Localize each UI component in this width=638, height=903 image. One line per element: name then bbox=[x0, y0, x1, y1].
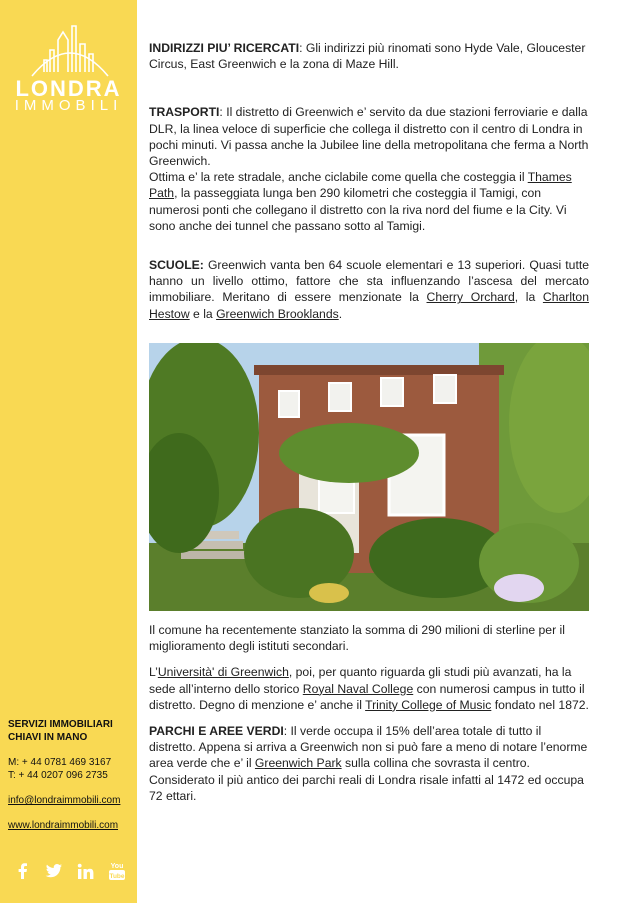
contact-website-link[interactable]: www.londraimmobili.com bbox=[8, 820, 119, 831]
thames-path-link[interactable]: Thames Path bbox=[149, 170, 572, 201]
charlton-hestow-link[interactable]: Charlton Hestow bbox=[149, 290, 589, 321]
cherry-orchard-link[interactable]: Cherry Orchard bbox=[426, 290, 515, 305]
svg-text:You: You bbox=[110, 863, 124, 870]
parchi-label: PARCHI E AREE VERDI bbox=[149, 724, 284, 739]
universita-paragraph bbox=[149, 664, 589, 713]
indirizzi-paragraph bbox=[149, 40, 589, 72]
scuole-text-3: e la bbox=[189, 306, 217, 321]
scuole-text-4: . bbox=[338, 306, 343, 321]
indirizzi-label: INDIRIZZI PIU’ RICERCATI bbox=[149, 41, 300, 55]
indirizzi-text: : Gli indirizzi più rinomati sono Hyde Vale, Gloucester Circus, East Greenwich e la zona di Maze Hill. bbox=[149, 41, 586, 72]
greenwich-park-link[interactable]: Greenwich Park bbox=[254, 756, 342, 771]
scuole-text-2: , la bbox=[514, 290, 543, 305]
youtube-icon[interactable] bbox=[108, 861, 126, 881]
contact-heading-2: CHIAVI IN MANO bbox=[8, 732, 88, 743]
social-links bbox=[14, 861, 126, 881]
comune-paragraph: Il comune ha recentemente stanziato la somma di 290 milioni di sterline per il miglioramento degli istituti secondari. bbox=[149, 623, 565, 654]
trasporti-text-2b: , la passeggiata lunga ben 290 kilometri che costeggia il Tamigi, con numerosi ponti che collegano il distretto con la riva nord del fiume e la City. Vi sono anche dei tunnel che passano sotto al Tamigi. bbox=[149, 186, 567, 233]
facebook-icon[interactable] bbox=[14, 862, 32, 880]
parchi-text-2: sulla collina che sovrasta il centro. Considerato il più antico dei parchi reali di Londra risale infatti al 1472 ed occupa 72 ettari. bbox=[149, 756, 584, 803]
linkedin-icon[interactable] bbox=[77, 863, 95, 880]
parchi-text-1: : Il verde occupa il 15% dell’area totale di tutto il distretto. Appena si arriva a Greenwich non si può fare a meno di notare l’enorme area verde che e’ il bbox=[149, 724, 588, 771]
trasporti-text-2a: Ottima e’ la rete stradale, anche ciclabile come quella che costeggia il bbox=[149, 170, 528, 185]
universita-text-2: , poi, per quanto riguarda gli studi più avanzati, ha la sede all’interno dello storico bbox=[149, 665, 572, 696]
scuole-text-1: Greenwich vanta ben 64 scuole elementari e 13 superiori. Quasi tutte hanno un livello ottimo, fattore che sta influenzando l’ascesa del mercato immobiliare. Meritano di essere menzionate la bbox=[149, 258, 589, 305]
trinity-college-link[interactable]: Trinity College of Music bbox=[365, 697, 492, 712]
universita-text-4: fondato nel 1872. bbox=[491, 697, 589, 712]
sidebar bbox=[0, 0, 137, 903]
scuole-label: SCUOLE: bbox=[149, 258, 204, 273]
contact-heading-1: SERVIZI IMMOBILIARI bbox=[8, 719, 113, 730]
contact-email-link[interactable]: info@londraimmobili.com bbox=[8, 795, 121, 806]
twitter-icon[interactable] bbox=[45, 863, 63, 879]
parchi-paragraph bbox=[149, 723, 589, 804]
greenwich-brooklands-link[interactable]: Greenwich Brooklands bbox=[216, 306, 339, 321]
universita-greenwich-link[interactable]: Università' di Greenwich bbox=[157, 665, 289, 680]
royal-naval-college-link[interactable]: Royal Naval College bbox=[302, 681, 414, 696]
svg-text:Tube: Tube bbox=[109, 873, 125, 880]
house-photo bbox=[149, 343, 589, 611]
trasporti-text-1: : Il distretto di Greenwich e’ servito da due stazioni ferroviarie e dalla DLR, la linea veloce di superficie che collega il distretto con il centro di Londra in pochi minuti. Vi passa anche la Jubilee line della metropolitana che ferma a North Greenwich. bbox=[149, 105, 589, 169]
universita-text-3: con numerosi campus in tutto il distretto. Degno di menzione e’ anche il bbox=[149, 681, 585, 712]
universita-text-1: L’ bbox=[149, 665, 158, 680]
contact-block bbox=[8, 718, 132, 832]
logo-title: LONDRA bbox=[15, 76, 122, 101]
main-content bbox=[149, 40, 589, 322]
logo-subtitle: IMMOBILI bbox=[14, 97, 123, 114]
contact-mobile: M: + 44 0781 469 3167 bbox=[8, 757, 112, 768]
main-content-lower bbox=[149, 622, 589, 804]
contact-phone: T: + 44 0207 096 2735 bbox=[8, 770, 108, 781]
scuole-paragraph bbox=[149, 257, 589, 322]
trasporti-label: TRASPORTI bbox=[149, 105, 220, 120]
trasporti-paragraph bbox=[149, 104, 589, 234]
